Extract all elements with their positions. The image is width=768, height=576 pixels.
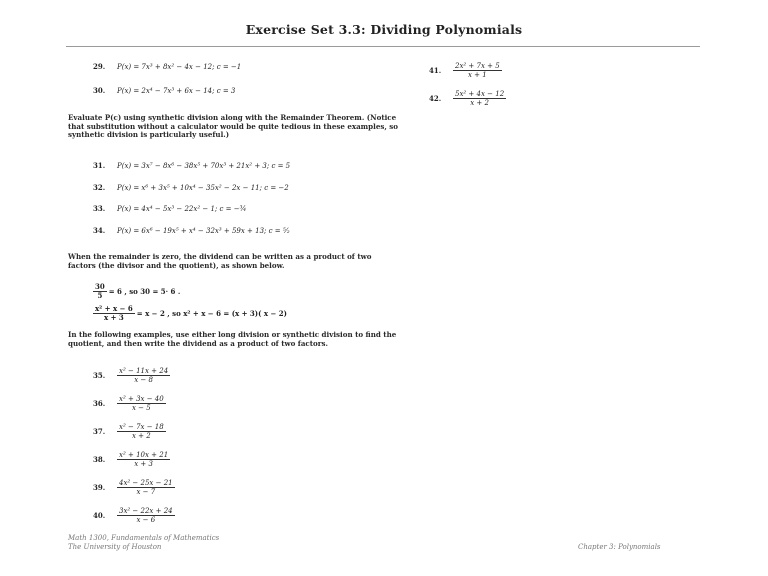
- denominator: x + 1: [467, 71, 487, 80]
- problem-number: 42.: [429, 94, 442, 104]
- numerator: x² − 11x + 24: [119, 367, 169, 375]
- denominator: x + 3: [103, 313, 124, 323]
- problem-number: 32.: [93, 183, 106, 192]
- problem-number: 40.: [93, 511, 106, 521]
- problem-expression: P(x) = x⁶ + 3x⁵ + 10x⁴ − 35x² − 2x − 11; c = −2: [117, 184, 289, 192]
- example-rest: = x − 2 , so x² + x − 6 = (x + 3)( x − 2): [136, 309, 287, 319]
- example-rest: = 6 , so 30 = 5· 6 .: [108, 287, 181, 297]
- denominator: x + 2: [470, 99, 489, 108]
- header-rule: [66, 46, 700, 47]
- footer-chapter: Chapter 3: Polynomials: [578, 543, 661, 551]
- instructions-remainder: When the remainder is zero, the dividend can be written as a product of two factors (the divisor and the quotient), as shown below.: [68, 252, 372, 270]
- problem-29: [93, 62, 241, 71]
- denominator: 5: [97, 291, 103, 301]
- problem-number: 36.: [93, 399, 106, 409]
- denominator: x − 7: [136, 488, 156, 497]
- denominator: x − 6: [136, 516, 156, 525]
- problem-number: 37.: [93, 427, 106, 437]
- problem-number: 33.: [93, 204, 106, 213]
- footer-course: Math 1300, Fundamentals of Mathematics: [68, 534, 220, 542]
- problem-34: [93, 226, 290, 235]
- numerator: x² − 7x − 18: [119, 423, 164, 431]
- problem-35: [93, 367, 170, 384]
- fraction: [453, 90, 506, 107]
- denominator: x + 2: [131, 432, 151, 441]
- fraction: [117, 479, 175, 496]
- fraction: [117, 395, 166, 412]
- problem-expression: P(x) = 6x⁶ − 19x⁵ + x⁴ − 32x³ + 59x + 13; c = ⁵⁄₂: [117, 227, 290, 235]
- fraction: [93, 305, 135, 322]
- problem-39: [93, 479, 175, 496]
- numerator: 5x² + 4x − 12: [455, 90, 505, 98]
- problem-number: 34.: [93, 226, 106, 235]
- numerator: x² + 10x + 21: [119, 451, 169, 459]
- problem-38: [93, 451, 170, 468]
- problem-30: [93, 86, 235, 95]
- problem-number: 39.: [93, 483, 106, 493]
- problem-number: 35.: [93, 371, 106, 381]
- footer-university: The University of Houston: [68, 542, 162, 551]
- fraction: [93, 283, 107, 300]
- problem-expression: P(x) = 7x³ + 8x² − 4x − 12; c = −1: [117, 63, 242, 71]
- example-polynomial: [93, 305, 287, 322]
- numerator: x² + x − 6: [95, 304, 133, 313]
- problem-expression: P(x) = 3x⁷ − 8x⁶ − 38x⁵ + 70x³ + 21x² + 3; c = 5: [117, 162, 291, 170]
- problem-number: 38.: [93, 455, 106, 465]
- problem-33: [93, 204, 246, 213]
- fraction: [453, 62, 502, 79]
- problem-41: [429, 62, 502, 79]
- denominator: x − 8: [134, 376, 153, 385]
- example-numeric: [93, 283, 180, 300]
- denominator: x + 3: [134, 460, 153, 469]
- problem-42: [429, 90, 506, 107]
- problem-32: [93, 183, 289, 192]
- numerator: 4x² − 25x − 21: [119, 479, 173, 487]
- fraction: [117, 423, 166, 440]
- problem-number: 31.: [93, 161, 106, 170]
- problem-37: [93, 423, 166, 440]
- problem-number: 41.: [429, 66, 442, 76]
- problem-expression: P(x) = 2x⁴ − 7x³ + 6x − 14; c = 3: [117, 87, 236, 95]
- fraction: [117, 367, 170, 384]
- problem-36: [93, 395, 166, 412]
- numerator: 2x² + 7x + 5: [455, 62, 500, 70]
- problem-31: [93, 161, 290, 170]
- problem-number: 30.: [93, 86, 106, 95]
- problem-40: [93, 507, 175, 524]
- page-title: Exercise Set 3.3: Dividing Polynomials: [245, 22, 523, 37]
- numerator: 3x² − 22x + 24: [119, 507, 173, 515]
- numerator: x² + 3x − 40: [119, 395, 164, 403]
- instructions-long-division: In the following examples, use either long division or synthetic division to find the quotient, and then write the dividend as a product of two factors.: [68, 330, 397, 348]
- denominator: x − 5: [131, 404, 151, 413]
- problem-expression: P(x) = 4x⁴ − 5x³ − 22x² − 1; c = −¾: [117, 205, 247, 213]
- fraction: [117, 507, 175, 524]
- footer-left: [68, 534, 219, 552]
- numerator: 30: [95, 282, 105, 291]
- problem-number: 29.: [93, 62, 106, 71]
- instructions-synthetic: Evaluate P(c) using synthetic division along with the Remainder Theorem. (Notice that substitution without a calculator would be quite tedious in these examples, so synthetic division is particularly useful.): [68, 113, 398, 140]
- fraction: [117, 451, 170, 468]
